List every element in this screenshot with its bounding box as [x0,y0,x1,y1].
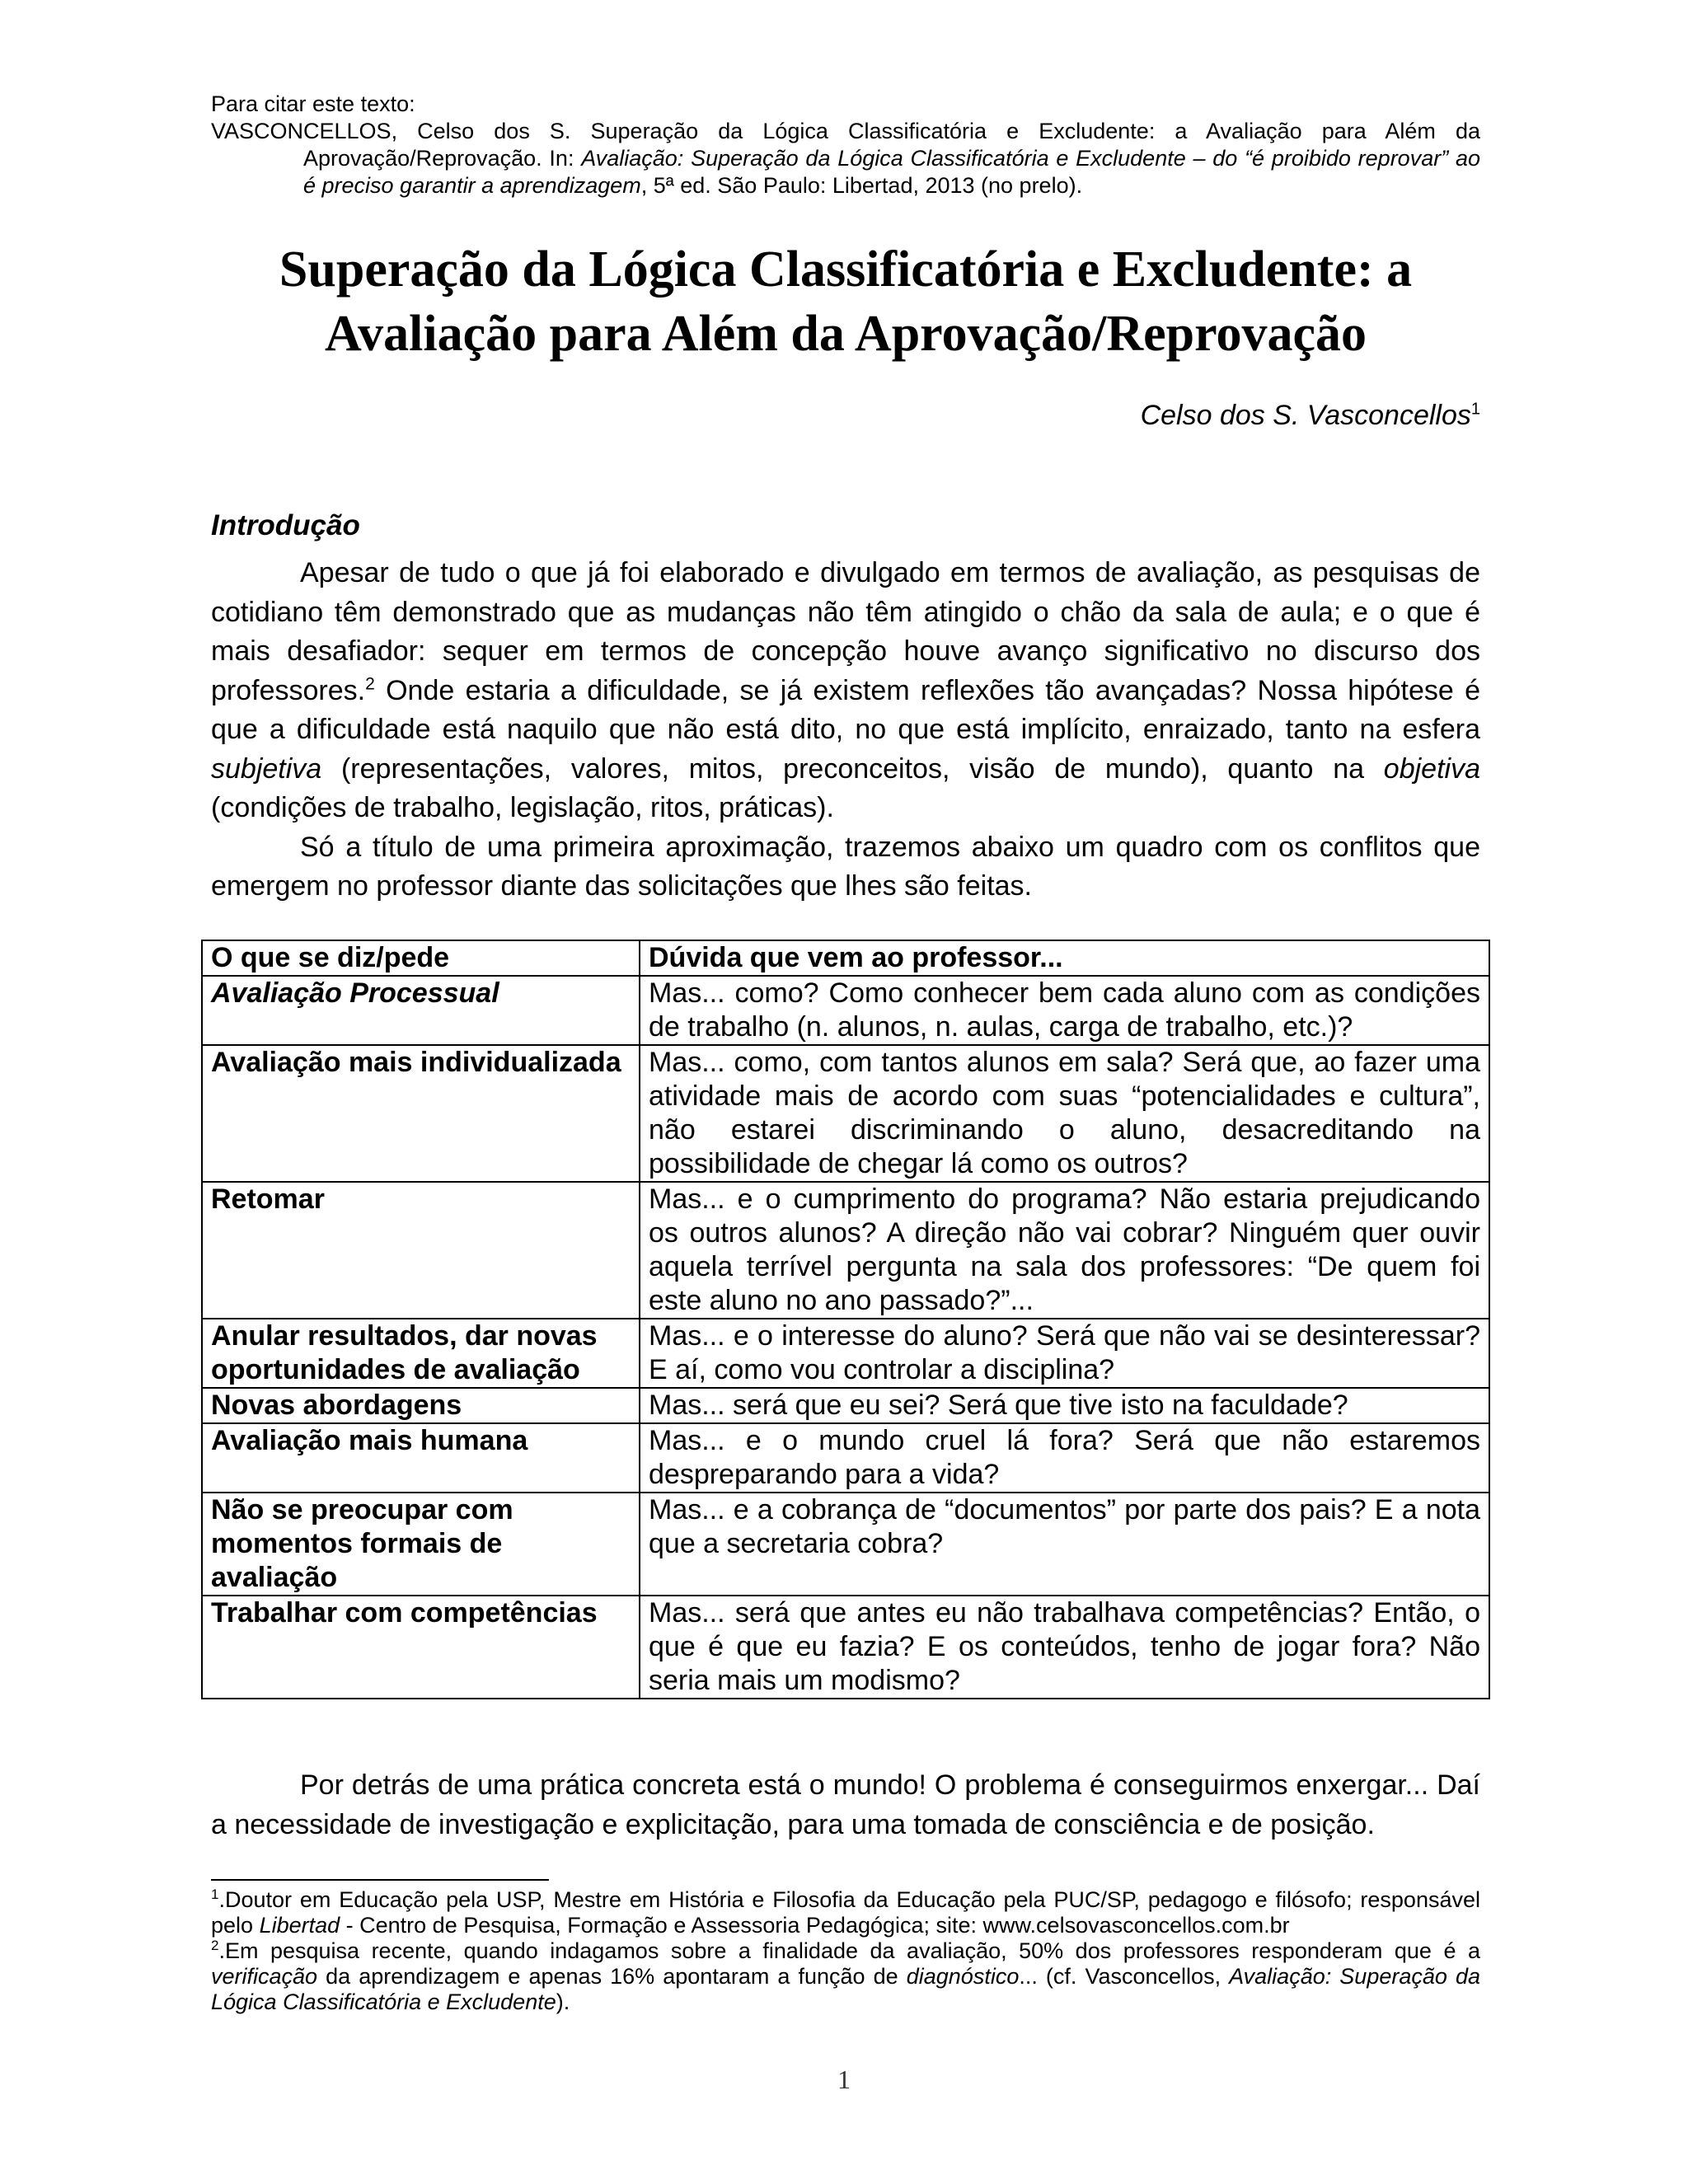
footnote-ref-2[interactable]: 2 [365,674,375,694]
citation-intro: Para citar este texto: [211,91,415,116]
footnote-1 [211,1887,1480,1938]
table-cell-request: Avaliação mais humana [202,1423,640,1493]
table-cell-request: Avaliação mais individualizada [202,1045,640,1182]
footnote-divider [211,1879,549,1881]
table-cell-doubt: Mas... e o interesse do aluno? Será que não vai se desinteressar? E aí, como vou controlar a disciplina? [640,1319,1489,1388]
table-cell-doubt: Mas... será que antes eu não trabalhava competências? Então, o que é que eu fazia? E os conteúdos, tenho de jogar fora? Não seria mais um modismo? [640,1596,1489,1699]
table-cell-request: Trabalhar com competências [202,1596,640,1699]
author-name: Celso dos S. Vasconcellos [1140,400,1471,431]
title-line-2: Avaliação para Além da Aprovação/Reprovação [324,306,1367,362]
table-cell-request: Avaliação Processual [202,976,640,1045]
intro-body [211,554,1480,907]
page-number: 1 [837,2064,851,2094]
paragraph-3: Por detrás de uma prática concreta está o mundo! O problema é conseguirmos enxergar... Daí a necessidade de investigação e explicitação, para uma tomada de consciência e de posição. [211,1769,1480,1840]
conflicts-table [201,940,1490,1699]
closing-body [211,1766,1480,1844]
footnote-text: - Centro de Pesquisa, Formação e Assessoria Pedagógica; site: www.celsovasconcellos.com.br [340,1913,1290,1938]
table-cell-doubt: Mas... e o mundo cruel lá fora? Será que não estaremos despreparando para a vida? [640,1423,1489,1493]
table-cell-doubt: Mas... como? Como conhecer bem cada aluno com as condições de trabalho (n. alunos, n. aulas, carga de trabalho, etc.)? [640,976,1489,1045]
table-header-row [202,940,1489,976]
footnote-text: .Em pesquisa recente, quando indagamos sobre a finalidade da avaliação, 50% dos professores responderam que é a [218,1938,1480,1963]
paragraph-1-text: (representações, valores, mitos, preconceitos, visão de mundo), quanto na [321,752,1384,785]
footnote-text: da aprendizagem e apenas 16% apontaram a função de [317,1964,907,1989]
author-line [211,400,1480,432]
table-header-cell: Dúvida que vem ao professor... [640,940,1489,976]
table-row [202,1182,1489,1319]
citation-reference [211,118,1480,199]
paragraph-1-text: Apesar de tudo o que já foi elaborado e divulgado em termos de avaliação, as pesquisas de cotidiano têm demonstrado que as mudanças não têm atingido o chão da sala de aula; e o que é mais desafiador: sequer em termos de concepção houve avanço significativo no discurso dos professores. [211,557,1480,706]
table-row [202,1596,1489,1699]
table-cell-request: Anular resultados, dar novas oportunidades de avaliação [202,1319,640,1388]
table-cell-doubt: Mas... como, com tantos alunos em sala? Será que, ao fazer uma atividade mais de acordo com suas “potencialidades e cultura”, não estarei discriminando o aluno, desacreditando na possibilidade de chegar lá como os outros? [640,1045,1489,1182]
citation-ref-book-title: Avaliação: Superação da Lógica Classificatória e Excludente – do “é proibido reprovar” ao é preciso garantir a aprendizagem [303,146,1480,198]
emphasis-objetiva: objetiva [1383,752,1480,785]
table-cell-request: Retomar [202,1182,640,1319]
table-row [202,1423,1489,1493]
footnote-text: .Doutor em Educação pela USP, Mestre em História e Filosofia da Educação pela PUC/SP, pedagogo e filósofo; responsável pelo [211,1887,1480,1938]
paragraph-1 [211,554,1480,828]
section-heading: Introdução [211,509,360,541]
page-title [211,237,1480,366]
footnote-emphasis: verificação [211,1964,318,1989]
footnote-emphasis: Libertad [259,1913,340,1938]
author-footnote-ref[interactable]: 1 [1470,400,1480,419]
title-line-1: Superação da Lógica Classificatória e Excludente: a [279,241,1413,298]
emphasis-subjetiva: subjetiva [211,752,322,785]
footnote-text: ). [556,1990,570,2014]
table-row [202,1388,1489,1423]
footnote-2 [211,1938,1480,2015]
table-cell-doubt: Mas... e a cobrança de “documentos” por parte dos pais? E a nota que a secretaria cobra? [640,1493,1489,1596]
footnote-text: ... (cf. Vasconcellos, [1019,1964,1230,1989]
table-row [202,1045,1489,1182]
table-cell-request: Não se preocupar com momentos formais de avaliação [202,1493,640,1596]
footnotes [211,1887,1480,2015]
table-cell-request: Novas abordagens [202,1388,640,1423]
table-header-cell: O que se diz/pede [202,940,640,976]
table-cell-doubt: Mas... e o cumprimento do programa? Não estaria prejudicando os outros alunos? A direção não vai cobrar? Ninguém quer ouvir aquela terrível pergunta na sala dos professores: “De quem foi este aluno no ano passado?”... [640,1182,1489,1319]
paragraph-1-text: (condições de trabalho, legislação, ritos, práticas). [211,792,834,823]
footnote-emphasis: diagnóstico [906,1964,1020,1989]
paragraph-2: Só a título de uma primeira aproximação, trazemos abaixo um quadro com os conflitos que emergem no professor diante das solicitações que lhes são feitas. [211,831,1480,902]
footnote-emphasis: Avaliação: Superação da Lógica Classificatória e Excludente [211,1964,1480,2014]
citation-block [211,91,1480,199]
table-row [202,1319,1489,1388]
footnote-marker: 1 [211,1886,219,1902]
table-row [202,1493,1489,1596]
table-cell-doubt: Mas... será que eu sei? Será que tive isto na faculdade? [640,1388,1489,1423]
citation-ref-publisher: , 5ª ed. São Paulo: Libertad, 2013 (no prelo). [640,173,1083,198]
footnote-marker: 2 [211,1938,219,1953]
citation-ref-text: VASCONCELLOS, Celso dos S. Superação da Lógica Classificatória e Excludente: a Avaliação para Além da Aprovação/Reprovação. In: [211,119,1480,171]
table-row [202,976,1489,1045]
paragraph-1-text: Onde estaria a dificuldade, se já existem reflexões tão avançadas? Nossa hipótese é que a dificuldade está naquilo que não está dito, no que está implícito, enraizado, tanto na esfera [211,674,1480,745]
